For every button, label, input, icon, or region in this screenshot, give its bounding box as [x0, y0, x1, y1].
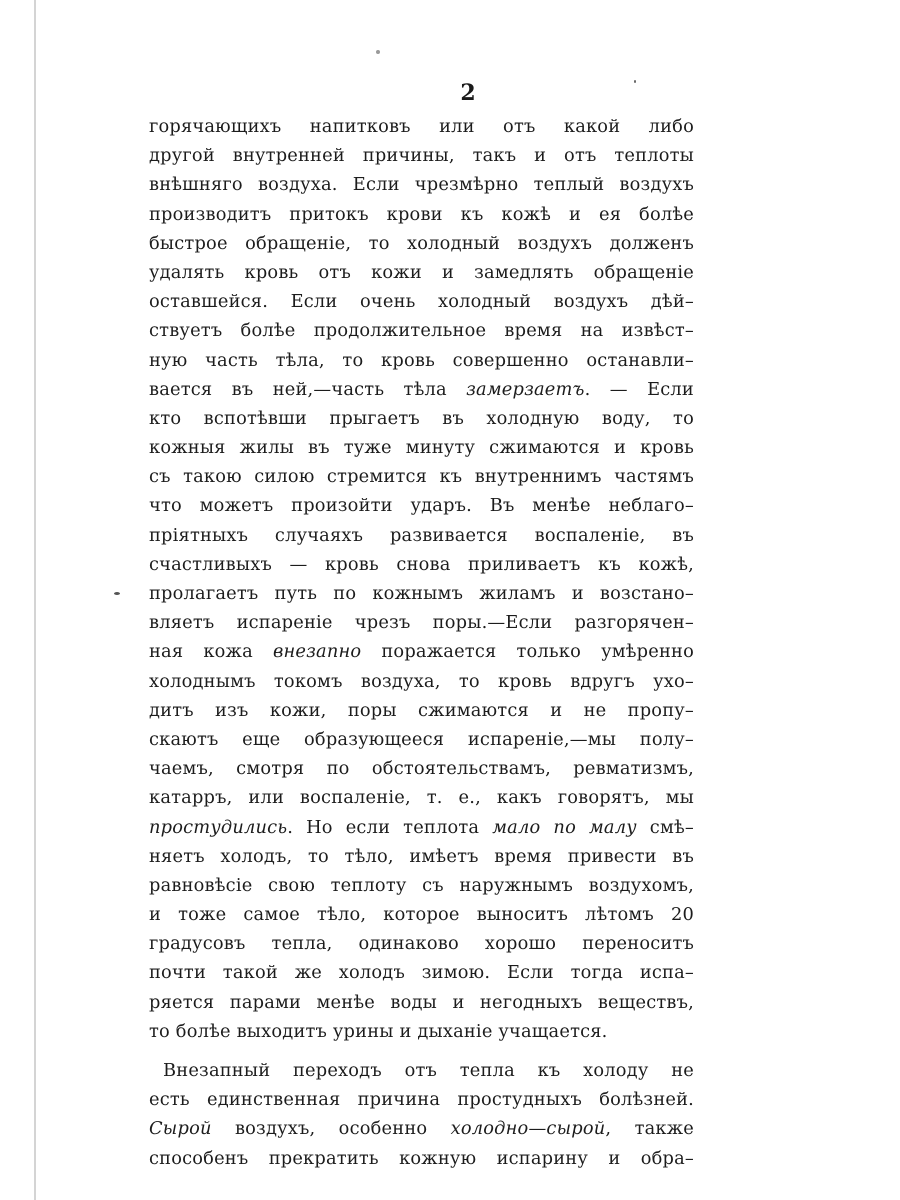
page-number: 2 [460, 80, 476, 106]
italic-text: замерзаетъ [466, 378, 585, 400]
text-line [149, 783, 694, 812]
text-segment: то болѣе выходитъ урины и дыханіе учащается. [149, 1020, 608, 1042]
text-line [149, 988, 694, 1017]
text-line [149, 462, 694, 491]
text-segment: вляетъ испареніе чрезъ поры.—Если разгорячен– [149, 612, 694, 634]
italic-text: внезапно [272, 641, 362, 663]
text-segment: удалять кровь отъ кожи и замедлять обращеніе [149, 261, 694, 283]
text-segment: и тоже самое тѣло, которое выноситъ лѣтомъ 20 [149, 904, 694, 926]
text-segment: другой внутренней причины, такъ и отъ теплоты [149, 145, 694, 167]
text-segment: дитъ изъ кожи, поры сжимаются и не пропу– [149, 699, 694, 721]
text-segment: кожныя жилы въ туже минуту сжимаются и кровь [149, 437, 694, 459]
book-page [36, 0, 900, 1200]
text-segment: пріятныхъ случаяхъ развивается воспаленіе, въ [149, 524, 694, 546]
text-segment: чаемъ, смотря по обстоятельствамъ, ревматизмъ, [149, 758, 694, 780]
text-segment: счастливыхъ — кровь снова приливаетъ къ кожѣ, [149, 553, 694, 575]
text-segment: поражается только умѣренно [361, 641, 694, 663]
text-line [149, 667, 694, 696]
text-line [149, 170, 694, 199]
text-line [149, 754, 694, 783]
text-segment: . Но если теплота [287, 816, 493, 838]
text-line [149, 1056, 694, 1085]
body-text [149, 112, 694, 1173]
text-line [149, 229, 694, 258]
text-segment: пролагаетъ путь по кожнымъ жиламъ и возстано– [149, 583, 694, 604]
text-segment: горячающихъ напитковъ или отъ какой либо [149, 116, 694, 137]
text-line [149, 900, 694, 929]
italic-text: простудились [149, 816, 288, 838]
italic-text: мало по малу [492, 816, 637, 838]
text-line [149, 258, 694, 287]
text-segment: скаютъ еще образующееся испареніе,—мы полу– [149, 728, 694, 750]
text-segment: вается въ ней,—часть тѣла [149, 378, 467, 400]
text-line [149, 112, 694, 141]
text-line [149, 1144, 694, 1173]
text-segment: , также [605, 1118, 694, 1140]
text-segment: кто вспотѣвши прыгаетъ въ холодную воду, то [149, 407, 694, 429]
text-line [149, 1114, 694, 1143]
text-segment: способенъ прекратить кожную испарину и обра– [149, 1147, 694, 1169]
text-segment: катарръ, или воспаленіе, т. е., какъ говорятъ, мы [149, 787, 694, 809]
text-line [149, 1017, 694, 1046]
text-segment: смѣ– [636, 816, 694, 838]
text-line [149, 433, 694, 462]
italic-text: Сырой [149, 1118, 212, 1140]
text-line [149, 871, 694, 900]
text-segment: ствуетъ болѣе продолжительное время на извѣст– [149, 320, 694, 342]
text-segment: есть единственная причина простудныхъ болѣзней. [149, 1089, 694, 1111]
text-segment: ная кожа [149, 641, 273, 663]
text-line [149, 608, 694, 637]
text-segment: производитъ притокъ крови къ кожѣ и ея болѣе [149, 203, 694, 225]
text-line [149, 579, 694, 608]
text-segment: градусовъ тепла, одинаково хорошо переноситъ [149, 933, 694, 955]
text-segment: воздухъ, особенно [211, 1118, 451, 1140]
text-line [149, 200, 694, 229]
text-line [149, 316, 694, 345]
text-segment: холоднымъ токомъ воздуха, то кровь вдругъ ухо– [149, 670, 694, 692]
text-line [149, 491, 694, 520]
text-line [149, 346, 694, 375]
paper-speck [376, 50, 380, 54]
text-line [149, 637, 694, 666]
text-line [149, 521, 694, 550]
text-segment: что можетъ произойти ударъ. Въ менѣе неблаго– [149, 495, 694, 517]
text-segment: внѣшняго воздуха. Если чрезмѣрно теплый воздухъ [149, 174, 694, 196]
text-line [149, 696, 694, 725]
text-line [149, 725, 694, 754]
italic-text: холодно—сырой [450, 1118, 606, 1140]
text-segment: Внезапный переходъ отъ тепла къ холоду не [163, 1060, 694, 1081]
text-segment: няетъ холодъ, то тѣло, имѣетъ время привести въ [149, 845, 694, 867]
text-segment: . — Если [584, 378, 694, 400]
text-line [149, 929, 694, 958]
paper-speck [634, 80, 636, 83]
text-segment: ряется парами менѣе воды и негодныхъ веществъ, [149, 991, 694, 1013]
text-segment: ную часть тѣла, то кровь совершенно останавли– [149, 349, 694, 371]
paper-speck [114, 592, 120, 595]
text-segment: равновѣсіе свою теплоту съ наружнымъ воздухомъ, [149, 874, 694, 896]
text-segment: быстрое обращеніе, то холодный воздухъ долженъ [149, 232, 694, 254]
text-segment: почти такой же холодъ зимою. Если тогда испа– [149, 962, 694, 984]
text-line [149, 1085, 694, 1114]
text-line [149, 404, 694, 433]
text-segment: съ такою силою стремится къ внутреннимъ частямъ [149, 466, 694, 488]
text-line [149, 842, 694, 871]
paragraph-gap [149, 1046, 694, 1056]
text-line [149, 141, 694, 170]
text-line [149, 287, 694, 316]
text-line [149, 813, 694, 842]
text-segment: оставшейся. Если очень холодный воздухъ дѣй– [149, 291, 694, 313]
text-line [149, 958, 694, 987]
text-line [149, 550, 694, 579]
text-line [149, 375, 694, 404]
